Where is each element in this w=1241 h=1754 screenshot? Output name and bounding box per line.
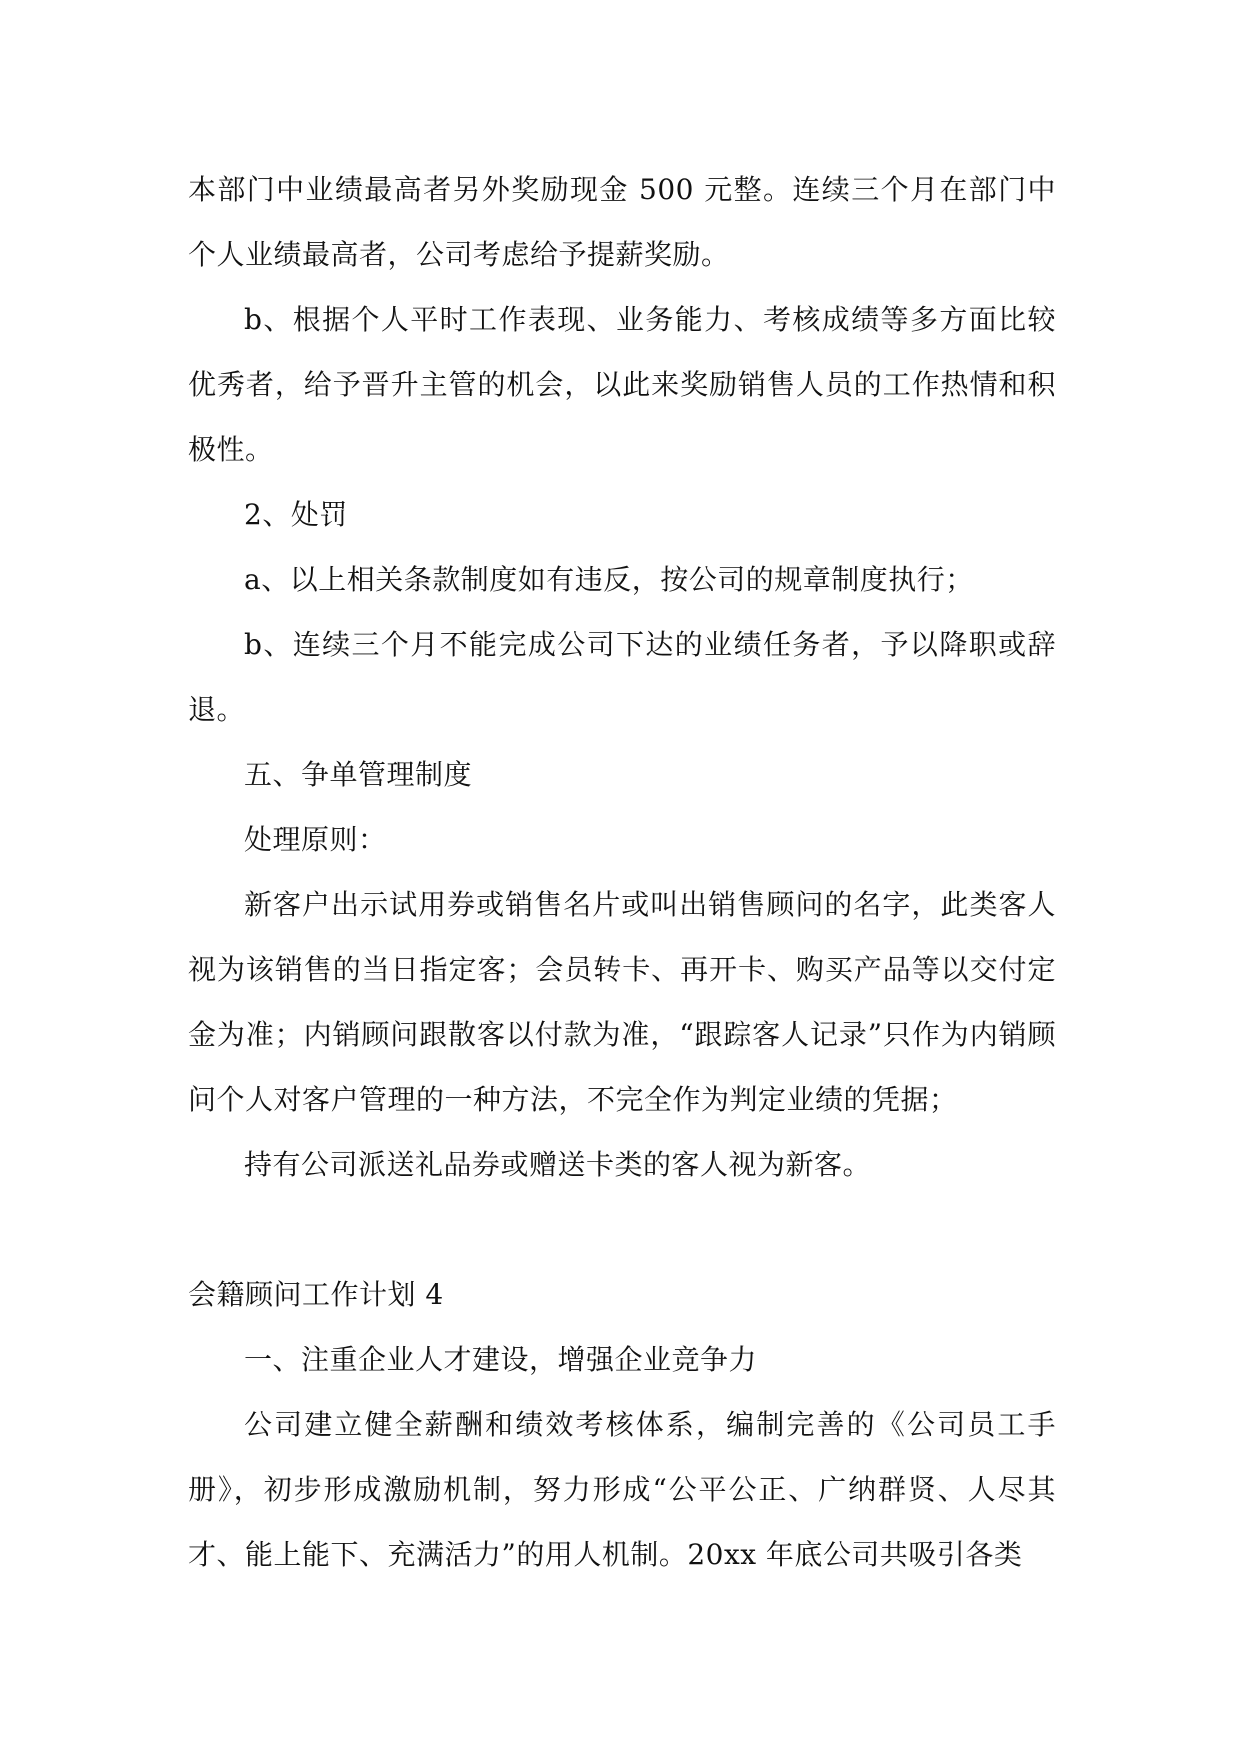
section-title: 会籍顾问工作计划 4: [188, 1278, 444, 1311]
section-paragraph-1: 一、注重企业人才建设，增强企业竞争力: [244, 1343, 758, 1376]
paragraph-8: 新客户出示试用券或销售名片或叫出销售顾问的名字，此类客人视为该销售的当日指定客；会员转卡、再开卡、购买产品等以交付定金为准；内销顾问跟散客以付款为准，“跟踪客人记录”只作为内销顾问个人对客户管理的一种方法，不完全作为判定业绩的凭据；: [188, 888, 1056, 1116]
paragraph-7: 处理原则：: [244, 823, 387, 856]
document-body: [188, 157, 1056, 1587]
paragraph-5: b、连续三个月不能完成公司下达的业绩任务者，予以降职或辞退。: [188, 628, 1056, 726]
section-paragraph-2: 公司建立健全薪酬和绩效考核体系，编制完善的《公司员工手册》，初步形成激励机制，努力形成“公平公正、广纳群贤、人尽其才、能上能下、充满活力”的用人机制。20xx 年底公司共吸引各类: [188, 1408, 1056, 1571]
paragraph-6: 五、争单管理制度: [244, 758, 473, 791]
paragraph-3: 2、处罚: [244, 498, 348, 531]
paragraph-4: a、以上相关条款制度如有违反，按公司的规章制度执行；: [244, 563, 974, 596]
paragraph-2: b、根据个人平时工作表现、业务能力、考核成绩等多方面比较优秀者，给予晋升主管的机会，以此来奖励销售人员的工作热情和积极性。: [188, 303, 1056, 466]
paragraph-9: 持有公司派送礼品券或赠送卡类的客人视为新客。: [244, 1148, 872, 1181]
paragraph-1: 本部门中业绩最高者另外奖励现金 500 元整。连续三个月在部门中个人业绩最高者，公司考虑给予提薪奖励。: [188, 173, 1056, 271]
